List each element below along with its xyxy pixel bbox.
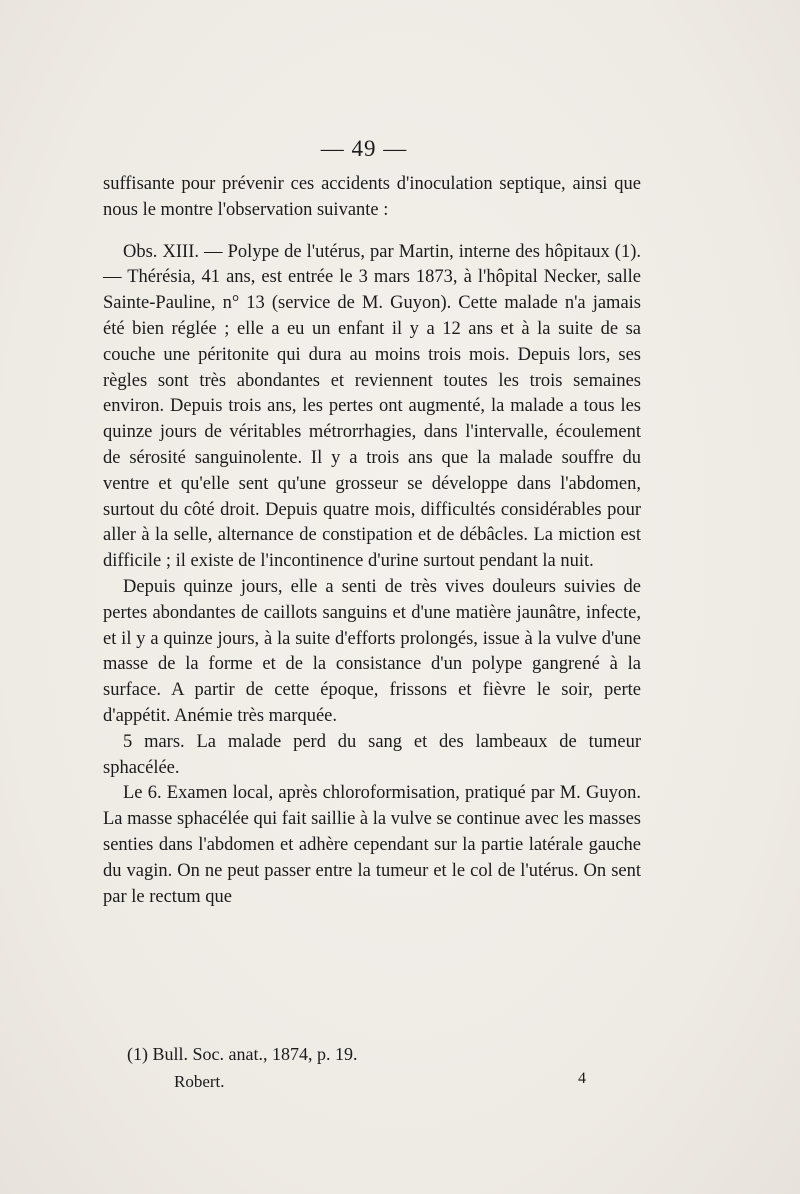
- sheet-number: 4: [578, 1070, 586, 1087]
- footnote: (1) Bull. Soc. anat., 1874, p. 19.: [127, 1044, 358, 1064]
- paragraph-intro: suffisante pour prévenir ces accidents d'inoculation septique, ainsi que nous le montre l'observation suivante :: [103, 174, 641, 220]
- body-text: [103, 172, 641, 910]
- paragraph-exam: Le 6. Examen local, après chloroformisation, pratiqué par M. Guyon. La masse sphacélée qui fait saillie à la vulve se continue avec les masses senties dans l'abdomen et adhère cependant sur la partie latérale gauche du vagin. On ne peut passer entre la tumeur et le col de l'utérus. On sent par le rectum que: [103, 783, 641, 907]
- paragraph-observation: Obs. XIII. — Polype de l'utérus, par Martin, interne des hôpitaux (1). — Thérésia, 41 ans, est entrée le 3 mars 1873, à l'hôpital Necker, salle Sainte-Pauline, n° 13 (service de M. Guyon). Cette malade n'a jamais été bien réglée ; elle a eu un enfant il y a 12 ans et à la suite de sa couche une péritonite qui dura au moins trois mois. Depuis lors, ses règles sont très abondantes et reviennent toutes les trois semaines environ. Depuis trois ans, les pertes ont augmenté, la malade a tous les quinze jours de véritables métrorrhagies, dans l'intervalle, écoulement de sérosité sanguinolente. Il y a trois ans que la malade souffre du ventre et qu'elle sent qu'une grosseur se développe dans l'abdomen, surtout du côté droit. Depuis quatre mois, difficultés considérables pour aller à la selle, alternance de constipation et de débâcles. La miction est difficile ; il existe de l'incontinence d'urine surtout pendant la nuit.: [103, 241, 641, 572]
- page-number: — 49 —: [320, 136, 408, 161]
- paragraph-symptoms: Depuis quinze jours, elle a senti de très vives douleurs suivies de pertes abondantes de caillots sanguins et d'une matière jaunâtre, infecte, et il y a quinze jours, à la suite d'efforts prolongés, issue à la vulve d'une masse de la forme et de la consistance d'un polype gangrené à la surface. A partir de cette époque, frissons et fièvre le soir, perte d'appétit. Anémie très marquée.: [103, 576, 641, 726]
- paragraph-march-5: 5 mars. La malade perd du sang et des lambeaux de tumeur sphacélée.: [103, 731, 641, 778]
- signature-mark: Robert.: [174, 1072, 225, 1091]
